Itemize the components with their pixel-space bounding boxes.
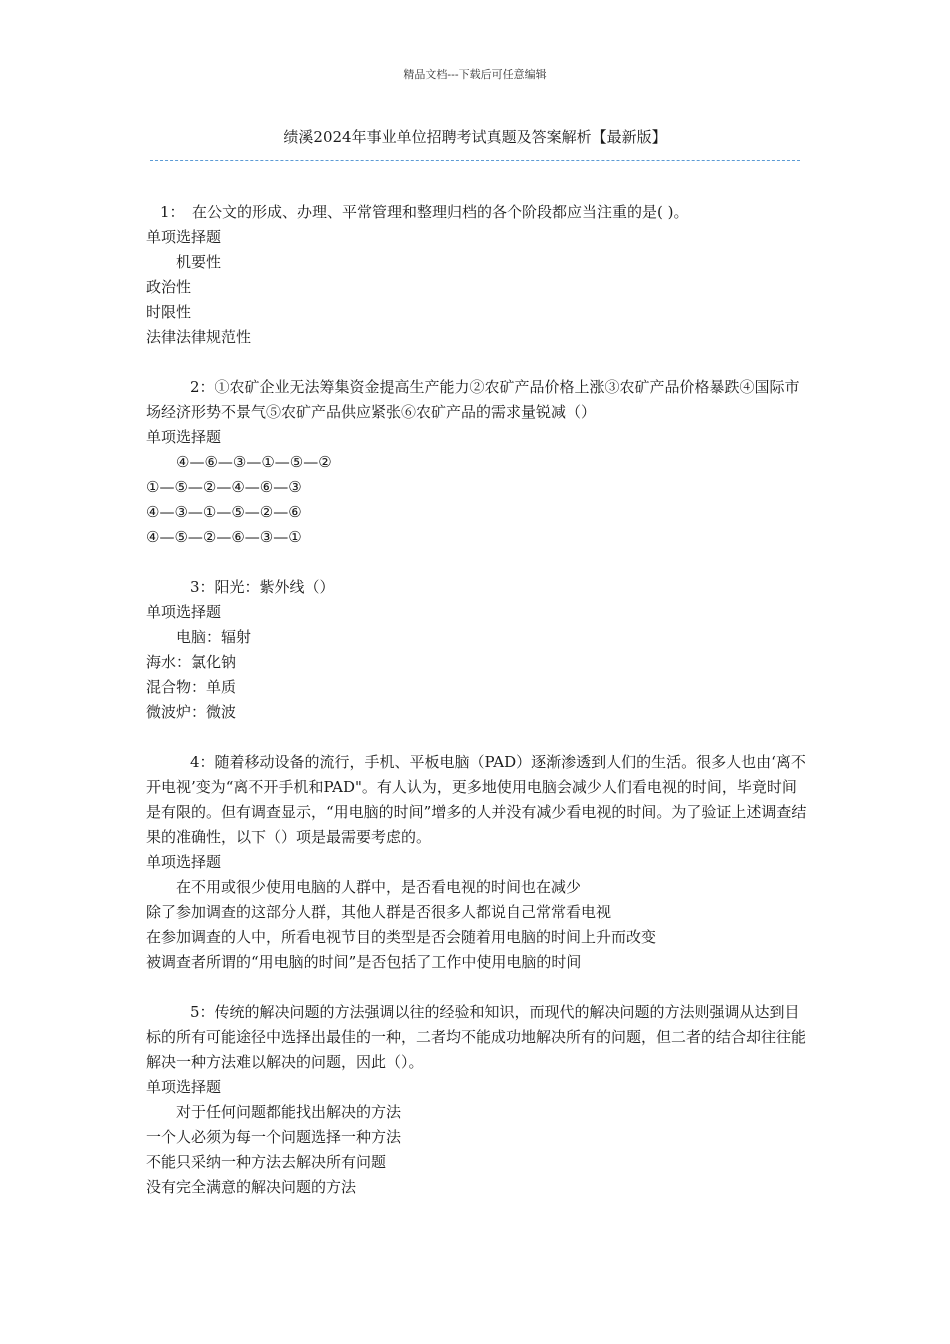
question-type: 单项选择题 — [146, 428, 222, 446]
option-b: 海水：氯化钠 — [146, 653, 237, 671]
option-c: 混合物：单质 — [146, 678, 237, 696]
option-d: 微波炉：微波 — [146, 703, 237, 721]
option-d: 法律法律规范性 — [146, 328, 252, 346]
option-d: 被调查者所谓的“用电脑的时间”是否包括了工作中使用电脑的时间 — [146, 953, 582, 971]
question-2 — [146, 375, 811, 550]
question-3 — [146, 575, 811, 725]
header-note: 精品文档---下载后可任意编辑 — [403, 68, 547, 81]
question-5 — [146, 1000, 811, 1200]
question-stem: 1： 在公文的形成、办理、平常管理和整理归档的各个阶段都应当注重的是( )。 — [160, 203, 689, 221]
question-type: 单项选择题 — [146, 603, 222, 621]
option-b: 除了参加调查的这部分人群，其他人群是否很多人都说自己常常看电视 — [146, 903, 612, 921]
document-title: 绩溪2024年事业单位招聘考试真题及答案解析【最新版】 — [283, 128, 667, 146]
question-stem: 2：①农矿企业无法筹集资金提高生产能力②农矿产品价格上涨③农矿产品价格暴跌④国际市场经济形势不景气⑤农矿产品供应紧张⑥农矿产品的需求量锐减（） — [146, 378, 800, 421]
option-d: ④—⑤—②—⑥—③—① — [146, 528, 302, 546]
option-d: 没有完全满意的解决问题的方法 — [146, 1178, 357, 1196]
question-stem: 4：随着移动设备的流行，手机、平板电脑（PAD）逐渐渗透到人们的生活。很多人也由‘离不开电视’变为“离不开手机和PAD"。有人认为，更多地使用电脑会减少人们看电视的时间，毕竟时间是有限的。但有调查显示，“用电脑的时间”增多的人并没有减少看电视的时间。为了验证上述调查结果的准确性，以下（）项是最需要考虑的。 — [146, 753, 807, 846]
option-a: 在不用或很少使用电脑的人群中，是否看电视的时间也在减少 — [176, 878, 582, 896]
option-c: 不能只采纳一种方法去解决所有问题 — [146, 1153, 387, 1171]
option-a: 电脑：辐射 — [176, 628, 252, 646]
option-c: ④—③—①—⑤—②—⑥ — [146, 503, 302, 521]
question-type: 单项选择题 — [146, 1078, 222, 1096]
question-list — [146, 200, 811, 1225]
option-a: ④—⑥—③—①—⑤—② — [176, 453, 332, 471]
option-c: 时限性 — [146, 303, 192, 321]
option-b: ①—⑤—②—④—⑥—③ — [146, 478, 302, 496]
option-c: 在参加调查的人中，所看电视节目的类型是否会随着用电脑的时间上升而改变 — [146, 928, 657, 946]
question-stem: 5：传统的解决问题的方法强调以往的经验和知识，而现代的解决问题的方法则强调从达到目标的所有可能途径中选择出最佳的一种，二者均不能成功地解决所有的问题，但二者的结合却往往能解决一种方法难以解决的问题，因此（）。 — [146, 1003, 807, 1071]
option-a: 机要性 — [176, 253, 222, 271]
question-type: 单项选择题 — [146, 853, 222, 871]
option-b: 政治性 — [146, 278, 192, 296]
option-b: 一个人必须为每一个问题选择一种方法 — [146, 1128, 402, 1146]
question-stem: 3：阳光：紫外线（） — [190, 578, 335, 596]
question-4 — [146, 750, 811, 975]
title-divider — [150, 160, 800, 161]
question-1 — [146, 200, 811, 350]
option-a: 对于任何问题都能找出解决的方法 — [176, 1103, 402, 1121]
question-type: 单项选择题 — [146, 228, 222, 246]
